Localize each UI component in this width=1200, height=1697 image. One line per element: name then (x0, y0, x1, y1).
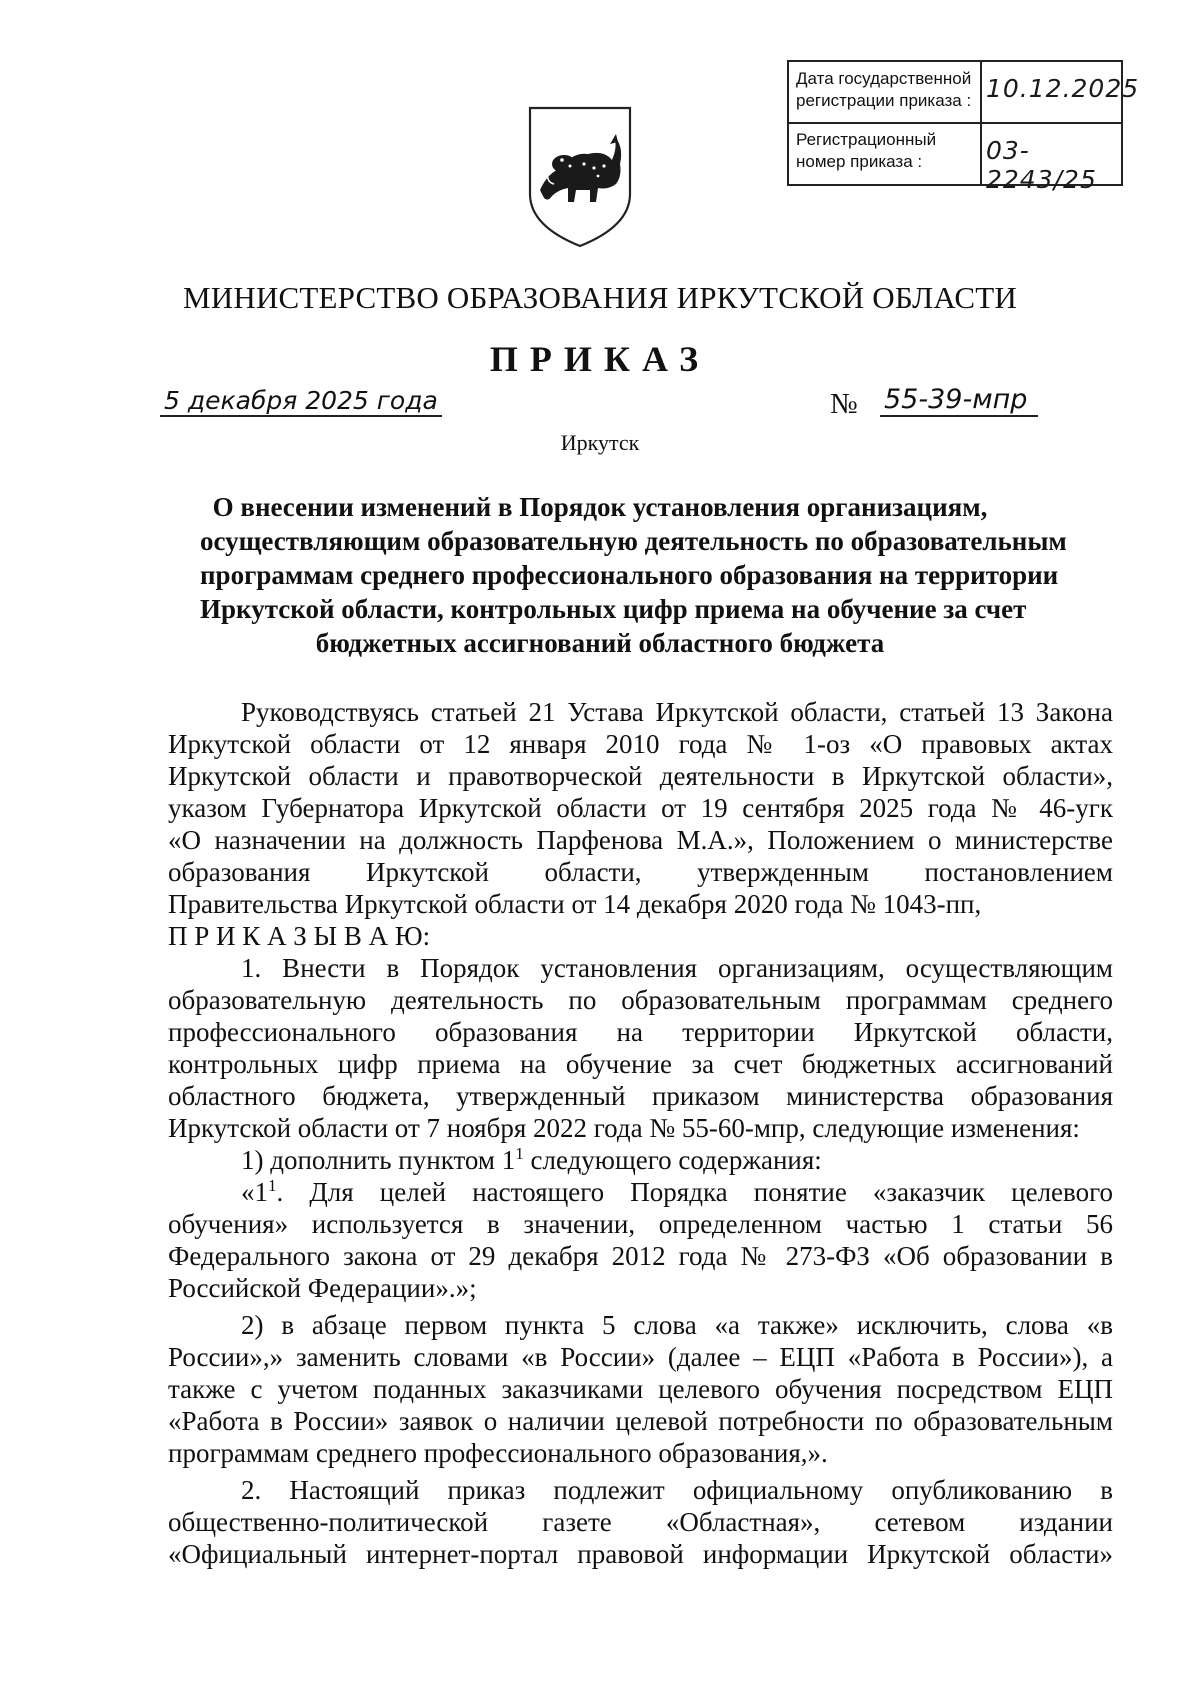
order-title (200, 490, 1067, 660)
subitem-2-line: 2) в абзаце первом пункта 5 слова «а также» исключить, слова «в (241, 1310, 1113, 1340)
subitem-2-line: «Работа в России» заявок о наличии целевой потребности по образовательным (168, 1406, 1113, 1436)
preamble-line: «О назначении на должность Парфенова М.А.», Положением о министерстве (168, 825, 1113, 855)
stamp-date-label-line1: Дата государственной (796, 69, 972, 88)
stamp-date-label-line2: регистрации приказа : (796, 91, 972, 110)
subitem-2-line: программам среднего профессионального образования,». (168, 1438, 828, 1468)
quoted-point-line (168, 1176, 1113, 1208)
title-line: осуществляющим образовательную деятельность по образовательным (200, 526, 1067, 556)
item-1-line: Иркутской области от 7 ноября 2022 года № 55-60-мпр, следующие изменения: (168, 1113, 1080, 1143)
title-line: программам среднего профессионального образования на территории (200, 560, 1059, 590)
preamble-line: Руководствуясь статьей 21 Устава Иркутской области, статьей 13 Закона (241, 697, 1113, 727)
quoted-point-line: Российской Федерации».»; (168, 1273, 477, 1303)
item-1-line: 1. Внести в Порядок установления организациям, осуществляющим (241, 953, 1113, 983)
title-line: Иркутской области, контрольных цифр приема на обучение за счет (200, 594, 1027, 624)
item-2-line: 2. Настоящий приказ подлежит официальному опубликованию в (241, 1475, 1113, 1505)
superscript: 1 (515, 1144, 524, 1163)
item-2-line: «Официальный интернет-портал правовой информации Иркутской области» (168, 1539, 1113, 1569)
order-number-label: № (830, 388, 858, 420)
item-1-line: профессионального образования на территории Иркутской области, (168, 1017, 1113, 1047)
ministry-name: МИНИСТЕРСТВО ОБРАЗОВАНИЯ ИРКУТСКОЙ ОБЛАСТИ (183, 280, 1017, 315)
order-body (168, 696, 1113, 1570)
document-type: ПРИКАЗ (489, 339, 711, 379)
preamble-line: Иркутской области и правотворческой деятельности в Иркутской области», (168, 761, 1113, 791)
item-1-line: контрольных цифр приема на обучение за счет бюджетных ассигнований (168, 1049, 1113, 1079)
order-date: 5 декабря 2025 года (160, 386, 442, 417)
item-1-line: образовательную деятельность по образовательным программам среднего (168, 985, 1113, 1015)
stamp-number-label-line1: Регистрационный (796, 130, 937, 149)
subitem-2-line: России»,» заменить словами «в России» (далее – ЕЦП «Работа в России»), а (168, 1342, 1113, 1372)
coat-of-arms-icon (524, 102, 636, 250)
item-2-line: общественно-политической газете «Областная», сетевом издании (168, 1507, 1113, 1537)
stamp-number-value: 03-2243/25 (986, 136, 1097, 194)
preamble-line: Иркутской области от 12 января 2010 года № 1-оз «О правовых актах (168, 729, 1113, 759)
subitem-1-text: 1) дополнить пунктом 1 (241, 1145, 516, 1175)
quoted-point-line: обучения» используется в значении, определенном частью 1 статьи 56 (168, 1209, 1113, 1239)
order-number: 55-39-мпр (880, 384, 1038, 417)
preamble-line: образования Иркутской области, утвержденным постановлением (168, 857, 1113, 887)
stamp-date-value: 10.12.2025 (986, 74, 1140, 103)
quoted-point-line: Федерального закона от 29 декабря 2012 года № 273-ФЗ «Об образовании в (168, 1241, 1113, 1271)
city: Иркутск (560, 430, 640, 455)
subitem-1-text-tail: следующего содержания: (523, 1145, 822, 1175)
preamble-line: Правительства Иркутской области от 14 декабря 2020 года № 1043-пп, (168, 889, 982, 919)
quoted-point-text: . Для целей настоящего Порядка понятие «заказчик целевого (276, 1177, 1113, 1207)
registration-stamp (787, 60, 1140, 194)
order-word: П Р И К А З Ы В А Ю: (168, 921, 431, 951)
title-line: бюджетных ассигнований областного бюджета (315, 628, 885, 658)
superscript: 1 (268, 1176, 277, 1195)
item-1-line: областного бюджета, утвержденный приказом министерства образования (168, 1081, 1113, 1111)
preamble-line: указом Губернатора Иркутской области от 19 сентября 2025 года № 46-угк (168, 793, 1113, 823)
quoted-point-open: «1 (241, 1177, 268, 1207)
stamp-number-label-line2: номер приказа : (796, 152, 923, 171)
subitem-1-line (168, 1144, 1113, 1176)
subitem-2-line: также с учетом поданных заказчиками целевого обучения посредством ЕЦП (168, 1374, 1113, 1404)
title-line: О внесении изменений в Порядок установления организациям, (212, 492, 988, 522)
